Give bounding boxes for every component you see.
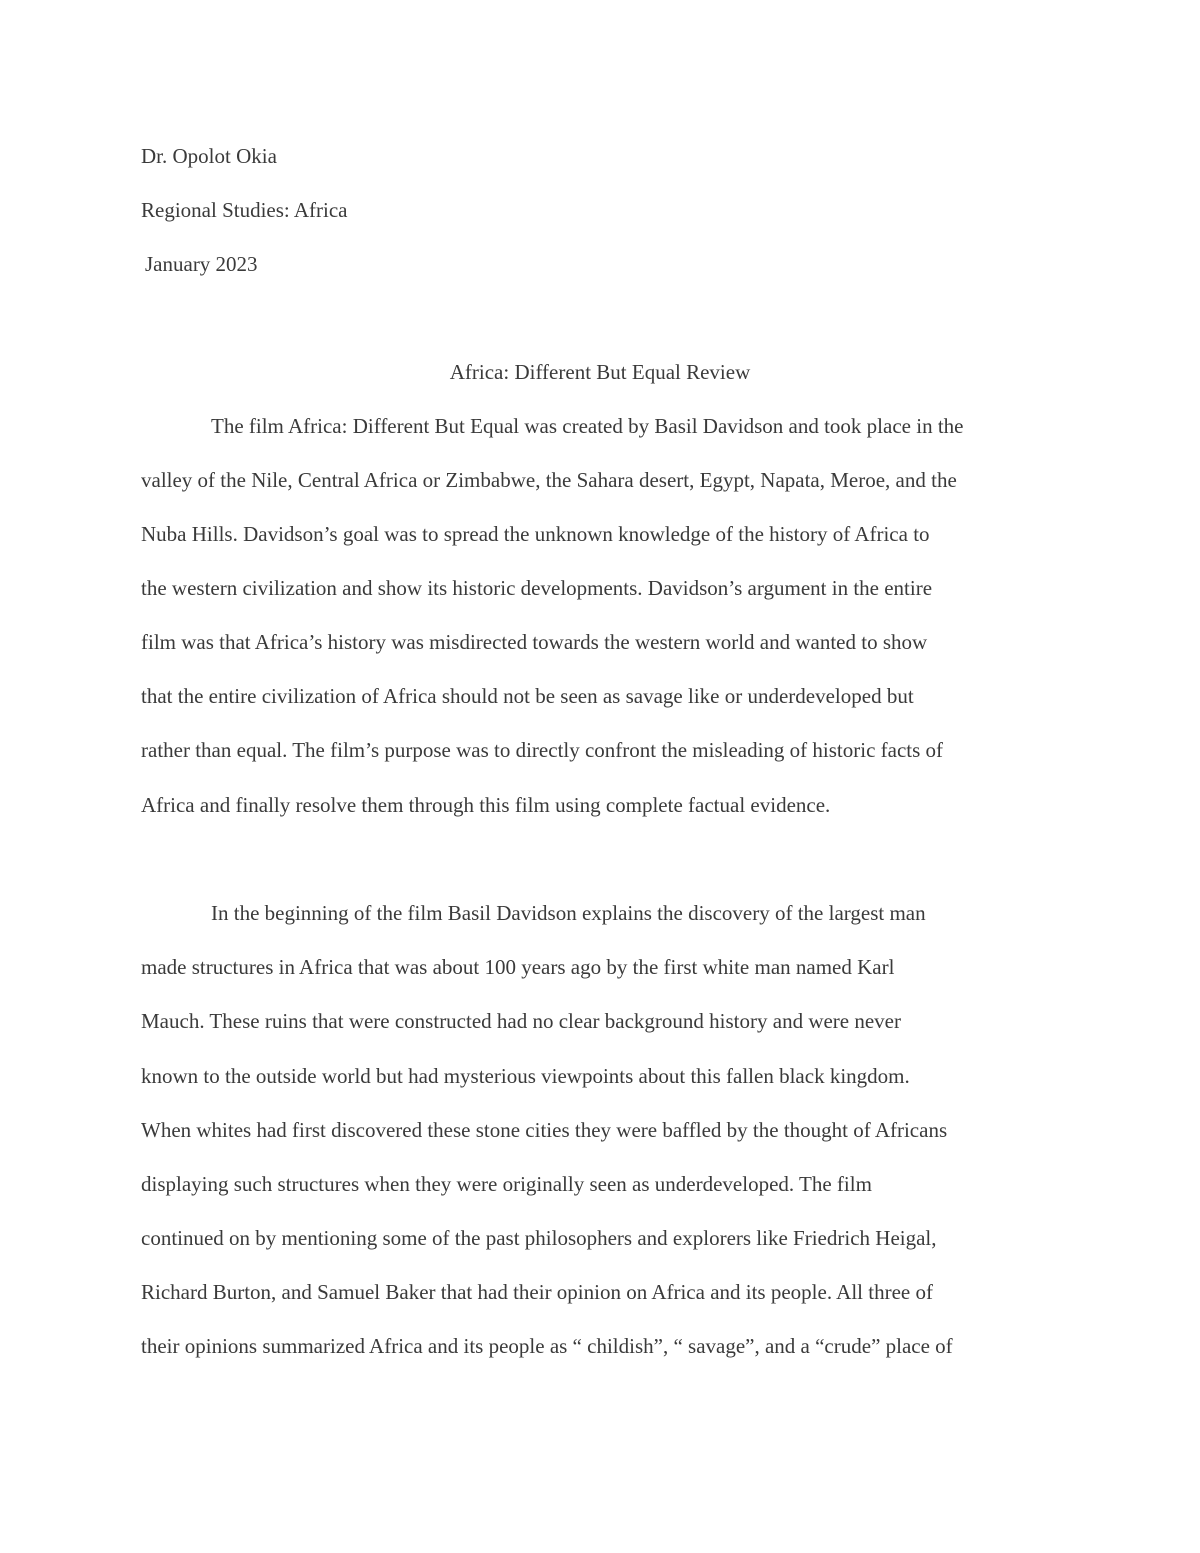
paragraph-line: their opinions summarized Africa and its people as “ childish”, “ savage”, and a “crude” place of bbox=[141, 1334, 953, 1358]
paragraph-line: continued on by mentioning some of the past philosophers and explorers like Friedrich Heigal, bbox=[141, 1226, 937, 1250]
header-course: Regional Studies: Africa bbox=[141, 198, 348, 222]
paragraph-line: rather than equal. The film’s purpose was to directly confront the misleading of historic facts of bbox=[141, 738, 944, 762]
paragraph-line: Mauch. These ruins that were constructed had no clear background history and were never bbox=[141, 1009, 901, 1033]
document-title: Africa: Different But Equal Review bbox=[449, 360, 751, 384]
paragraph-line: film was that Africa’s history was misdirected towards the western world and wanted to show bbox=[141, 630, 928, 654]
paragraph-line: In the beginning of the film Basil Davidson explains the discovery of the largest man bbox=[211, 901, 926, 925]
paragraph-line: Nuba Hills. Davidson’s goal was to spread the unknown knowledge of the history of Africa to bbox=[141, 522, 930, 546]
paragraph-line: The film Africa: Different But Equal was created by Basil Davidson and took place in the bbox=[211, 414, 964, 438]
paragraph-line: the western civilization and show its historic developments. Davidson’s argument in the entire bbox=[141, 576, 933, 600]
paragraph-line: Richard Burton, and Samuel Baker that had their opinion on Africa and its people. All three of bbox=[141, 1280, 933, 1304]
paragraph-line: Africa and finally resolve them through this film using complete factual evidence. bbox=[141, 793, 831, 817]
paragraph-line: valley of the Nile, Central Africa or Zimbabwe, the Sahara desert, Egypt, Napata, Meroe, and the bbox=[141, 468, 957, 492]
paragraph-line: known to the outside world but had mysterious viewpoints about this fallen black kingdom. bbox=[141, 1064, 910, 1088]
paragraph-line: made structures in Africa that was about 100 years ago by the first white man named Karl bbox=[141, 955, 895, 979]
header-instructor: Dr. Opolot Okia bbox=[141, 144, 277, 168]
paragraph-line: that the entire civilization of Africa should not be seen as savage like or underdeveloped but bbox=[141, 684, 914, 708]
paragraph-line: When whites had first discovered these stone cities they were baffled by the thought of Africans bbox=[141, 1118, 948, 1142]
paragraph-line: displaying such structures when they were originally seen as underdeveloped. The film bbox=[141, 1172, 872, 1196]
header-date: January 2023 bbox=[145, 252, 258, 276]
